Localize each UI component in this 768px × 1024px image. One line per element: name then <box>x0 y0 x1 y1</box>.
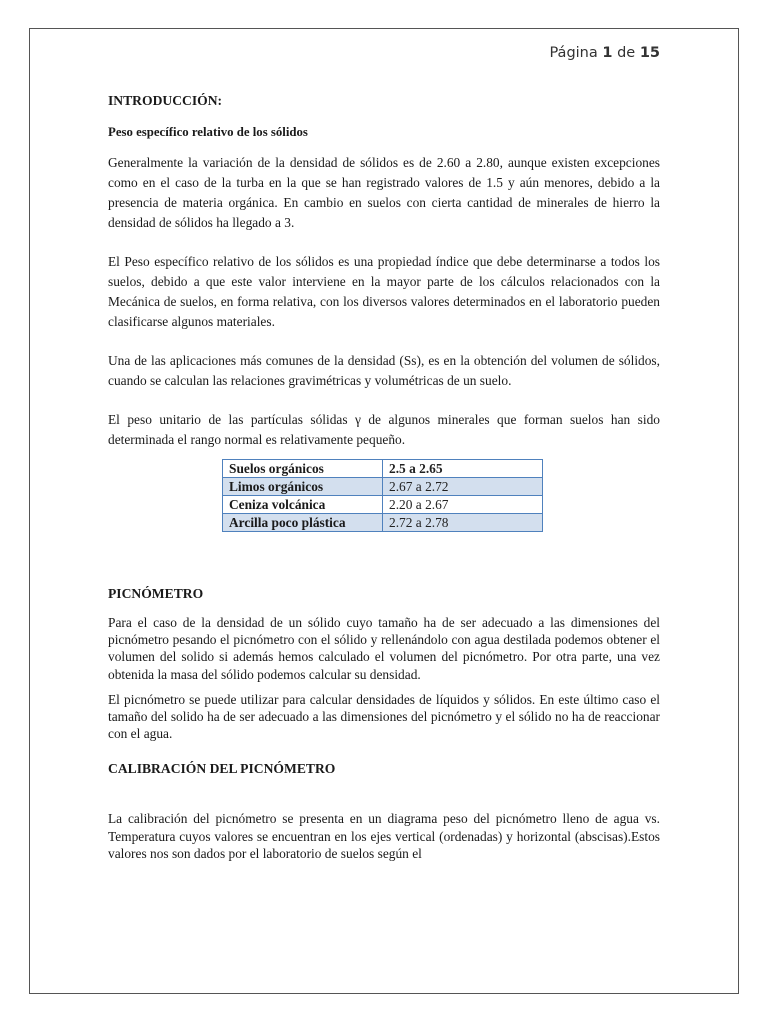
intro-paragraph-1: Generalmente la variación de la densidad de sólidos es de 2.60 a 2.80, aunque existen excepciones como en el caso de la turba en la que se han registrado valores de 1.5 y aún menores, debido a la presencia de materia orgánica. En cambio en suelos con cierta cantidad de minerales de hierro la densidad de sólidos ha llegado a 3. <box>108 155 660 230</box>
intro-heading: INTRODUCCIÓN: <box>108 93 223 108</box>
table-row <box>223 460 543 478</box>
page-separator: de <box>617 45 636 61</box>
table-cell-value: 2.72 a 2.78 <box>383 514 543 532</box>
current-page-number: 1 <box>602 45 613 61</box>
picnometro-heading: PICNÓMETRO <box>108 586 204 601</box>
intro-paragraph-2: El Peso específico relativo de los sólidos es una propiedad índice que debe determinarse a todos los suelos, debido a que este valor interviene en la mayor parte de los cálculos relacionados con la Mecánica de suelos, en forma relativa, con los diversos valores determinados en el laboratorio pueden clasificarse algunos materiales. <box>108 254 660 329</box>
total-pages-number: 15 <box>639 45 660 61</box>
picnometro-paragraph-2: El picnómetro se puede utilizar para calcular densidades de líquidos y sólidos. En este último caso el tamaño del solido ha de ser adecuado a las dimensiones del picnómetro y el sólido no ha de reaccionar con el agua. <box>108 691 660 742</box>
page-number-header <box>549 45 660 61</box>
document-body <box>108 92 660 862</box>
specific-gravity-table <box>222 459 543 532</box>
table-cell-value: 2.67 a 2.72 <box>383 478 543 496</box>
table-cell-label: Arcilla poco plástica <box>223 514 383 532</box>
picnometro-section <box>108 585 660 862</box>
table-cell-value: 2.5 a 2.65 <box>383 460 543 478</box>
intro-paragraph-4: El peso unitario de las partículas sólidas γ de algunos minerales que forman suelos han sido determinada el rango normal es relativamente pequeño. <box>108 412 660 447</box>
intro-subheading: Peso específico relativo de los sólidos <box>108 125 308 139</box>
table-cell-label: Suelos orgánicos <box>223 460 383 478</box>
table-cell-label: Ceniza volcánica <box>223 496 383 514</box>
picnometro-paragraph-1: Para el caso de la densidad de un sólido cuyo tamaño ha de ser adecuado a las dimensiones del picnómetro pesando el picnómetro con el sólido y rellenándolo con agua destilada podemos obtener el volumen del solido si además hemos calculado el volumen del picnómetro. Por otra parte, una vez obtenida la masa del sólido podemos calcular su densidad. <box>108 615 660 682</box>
table-row <box>223 478 543 496</box>
table-cell-value: 2.20 a 2.67 <box>383 496 543 514</box>
calibracion-paragraph-1: La calibración del picnómetro se presenta en un diagrama peso del picnómetro lleno de agua vs. Temperatura cuyos valores se encuentran en los ejes vertical (ordenadas) y horizontal (abscisas).Estos valores nos son dados por el laboratorio de suelos según el <box>108 811 660 861</box>
table-row <box>223 514 543 532</box>
calibracion-heading: CALIBRACIÓN DEL PICNÓMETRO <box>108 761 336 777</box>
intro-paragraph-3: Una de las aplicaciones más comunes de la densidad (Ss), es en la obtención del volumen de sólidos, cuando se calculan las relaciones gravimétricas y volumétricas de un suelo. <box>108 353 660 388</box>
table-cell-label: Limos orgánicos <box>223 478 383 496</box>
table-row <box>223 496 543 514</box>
specific-gravity-table-wrapper <box>222 459 660 532</box>
page-label: Página <box>549 45 598 61</box>
